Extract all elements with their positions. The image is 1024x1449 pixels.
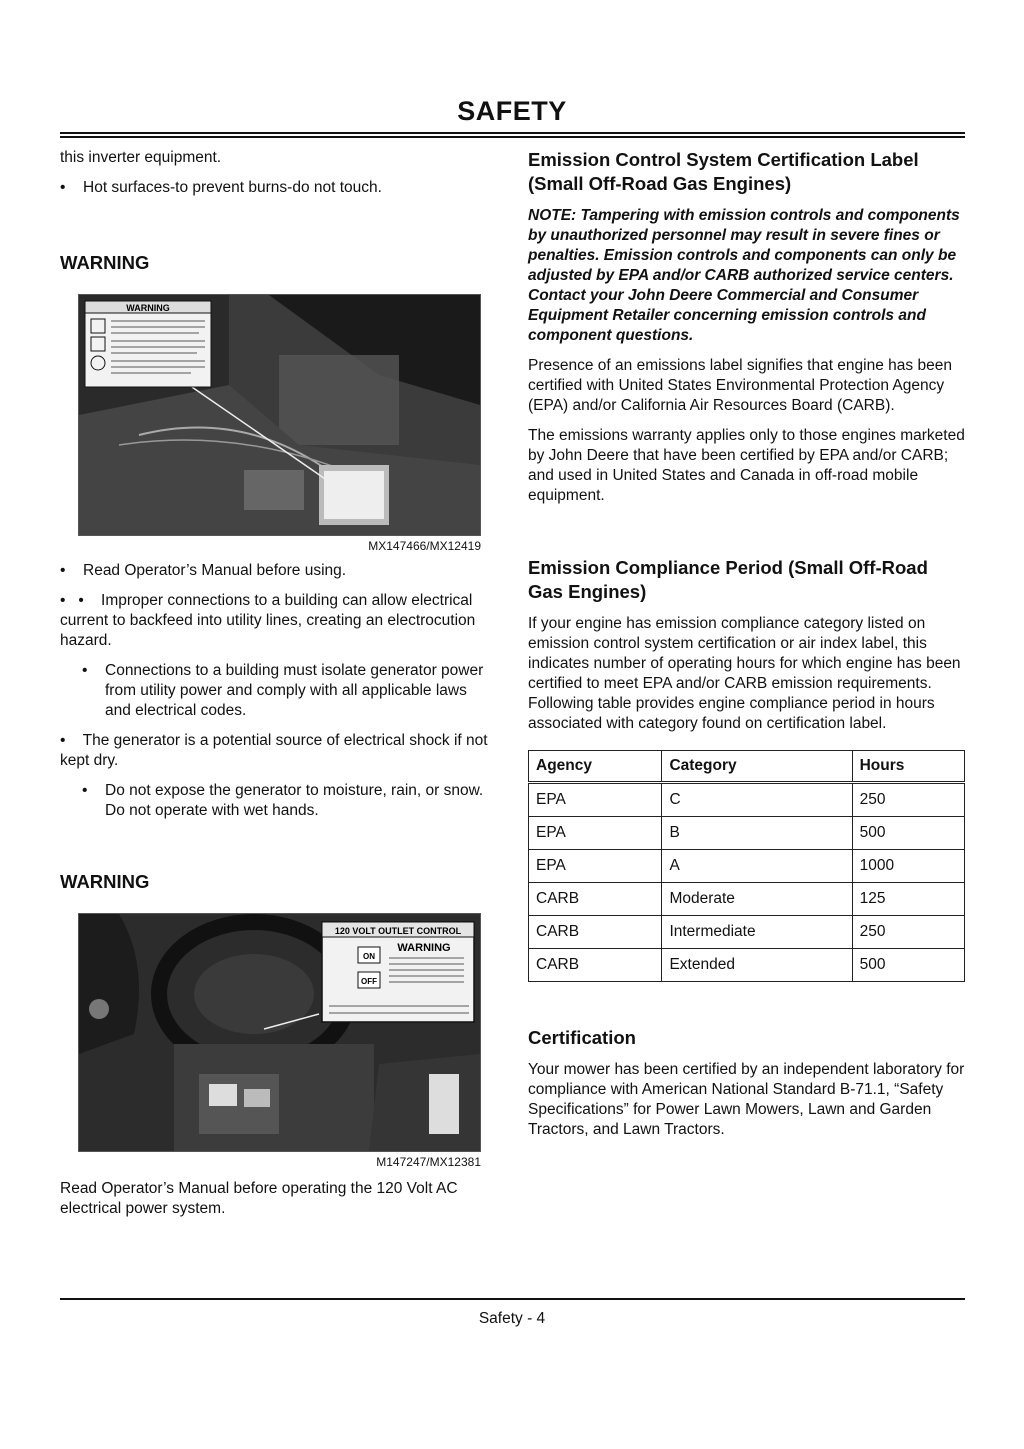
tampering-note: NOTE: Tampering with emission controls and components by unauthorized personnel may result in severe fines or penalties. Emission controls and components can only be adjusted by EPA and/or CARB authorized service centers. Contact your John Deere Commercial and Consumer Equipment Retailer concerning emission controls and component questions.: [528, 207, 960, 344]
outlet-photo-illustration: [79, 914, 480, 1151]
spacer: [528, 982, 965, 1026]
compliance-table: [528, 750, 965, 982]
spacer: [528, 516, 965, 556]
figure-engine-block: [78, 294, 481, 553]
table-cell: 250: [852, 916, 964, 949]
bullet-hot-surfaces: [60, 178, 495, 198]
closing-text: Read Operator’s Manual before operating the 120 Volt AC electrical power system.: [60, 1180, 458, 1217]
spacer: [60, 831, 495, 871]
table-cell: 500: [852, 949, 964, 982]
emission-label-para1: Presence of an emissions label signifies that engine has been certified with United States Environmental Protection Agency (EPA) and/or California Air Resources Board (CARB).: [528, 357, 952, 414]
bullet-text: The generator is a potential source of electrical shock if not kept dry.: [60, 732, 488, 769]
table-cell: C: [662, 783, 852, 817]
bullet-text: Hot surfaces-to prevent burns-do not touch.: [83, 179, 382, 196]
outlet-figure-caption: M147247/MX12381: [376, 1155, 481, 1169]
emission-label-para2: The emissions warranty applies only to those engines marketed by John Deere that have been certified by EPA and/or CARB; and used in United States and Canada in off-road mobile equipment.: [528, 427, 965, 504]
right-column: [528, 148, 965, 1150]
bullet-read-manual: [60, 561, 495, 581]
certification-para: Your mower has been certified by an independent laboratory for compliance with American National Standard B-71.1, “Safety Specifications” for Power Lawn Mowers, Lawn and Garden Tractors, and Lawn Tractors.: [528, 1061, 965, 1138]
bullet-marker: •: [78, 592, 102, 609]
table-cell: 1000: [852, 850, 964, 883]
outlet-decal-warning: WARNING: [397, 942, 451, 954]
table-row: [529, 883, 965, 916]
bullet-moisture: [82, 781, 495, 821]
bullet-shock-source: [60, 731, 495, 771]
spacer: [60, 553, 495, 561]
table-cell: B: [662, 817, 852, 850]
bullet-text: Improper connections to a building can allow electrical current to backfeed into utility lines, creating an electrocution hazard.: [60, 592, 476, 649]
table-header-category: Category: [662, 751, 852, 783]
spacer: [60, 208, 495, 252]
intro-text: this inverter equipment.: [60, 149, 222, 166]
outlet-decal-header: 120 VOLT OUTLET CONTROL: [334, 926, 462, 936]
table-row: [529, 850, 965, 883]
table-row: [529, 949, 965, 982]
page-footer: Safety - 4: [478, 1310, 546, 1327]
table-cell: 125: [852, 883, 964, 916]
table-header-hours: Hours: [852, 751, 964, 783]
engine-photo-illustration: [79, 295, 480, 535]
outlet-decal-on: ON: [363, 952, 375, 961]
table-cell: Extended: [662, 949, 852, 982]
figure-outlet-block: [78, 913, 481, 1169]
table-header-agency: Agency: [529, 751, 662, 783]
spacer: [60, 1169, 495, 1179]
table-cell: EPA: [529, 850, 662, 883]
bullet-improper-connections: [60, 591, 495, 651]
bullet-marker: •: [60, 732, 83, 749]
warning-heading-2: WARNING: [60, 871, 150, 892]
engine-figure-caption: MX147466/MX12419: [368, 539, 481, 553]
table-row: [529, 916, 965, 949]
table-cell: EPA: [529, 817, 662, 850]
outlet-decal-off: OFF: [361, 977, 377, 986]
table-header-row: [529, 751, 965, 783]
table-cell: CARB: [529, 949, 662, 982]
table-cell: 500: [852, 817, 964, 850]
title-rule: [60, 132, 965, 138]
table-cell: Moderate: [662, 883, 852, 916]
table-cell: Intermediate: [662, 916, 852, 949]
certification-heading: Certification: [528, 1027, 636, 1048]
engine-decal-warning-title: WARNING: [126, 303, 170, 313]
compliance-heading: Emission Compliance Period (Small Off-Road Gas Engines): [528, 557, 928, 602]
bullet-text: Connections to a building must isolate generator power from utility power and comply with all applicable laws and electrical codes.: [105, 662, 484, 719]
engine-warning-photo: [78, 294, 481, 536]
footer-rule: [60, 1298, 965, 1300]
warning-heading-1: WARNING: [60, 252, 150, 273]
table-cell: A: [662, 850, 852, 883]
page-title: SAFETY: [457, 96, 567, 126]
left-column: [60, 148, 495, 1229]
table-row: [529, 817, 965, 850]
bullet-text: Read Operator’s Manual before using.: [83, 562, 347, 579]
emission-label-heading: Emission Control System Certification Label (Small Off-Road Gas Engines): [528, 149, 919, 194]
table-cell: EPA: [529, 783, 662, 817]
bullet-text: Do not expose the generator to moisture, rain, or snow. Do not operate with wet hands.: [105, 782, 484, 819]
table-cell: CARB: [529, 883, 662, 916]
table-cell: 250: [852, 783, 964, 817]
compliance-para: If your engine has emission compliance category listed on emission control system certification or air index label, this indicates number of operating hours for which engine has been certified to meet EPA and/or CARB emission requirements. Following table provides engine compliance period in hours associated with category found on certification label.: [528, 615, 961, 732]
table-row: [529, 783, 965, 817]
outlet-control-photo: [78, 913, 481, 1152]
table-cell: CARB: [529, 916, 662, 949]
bullet-isolate-power: [82, 661, 495, 721]
